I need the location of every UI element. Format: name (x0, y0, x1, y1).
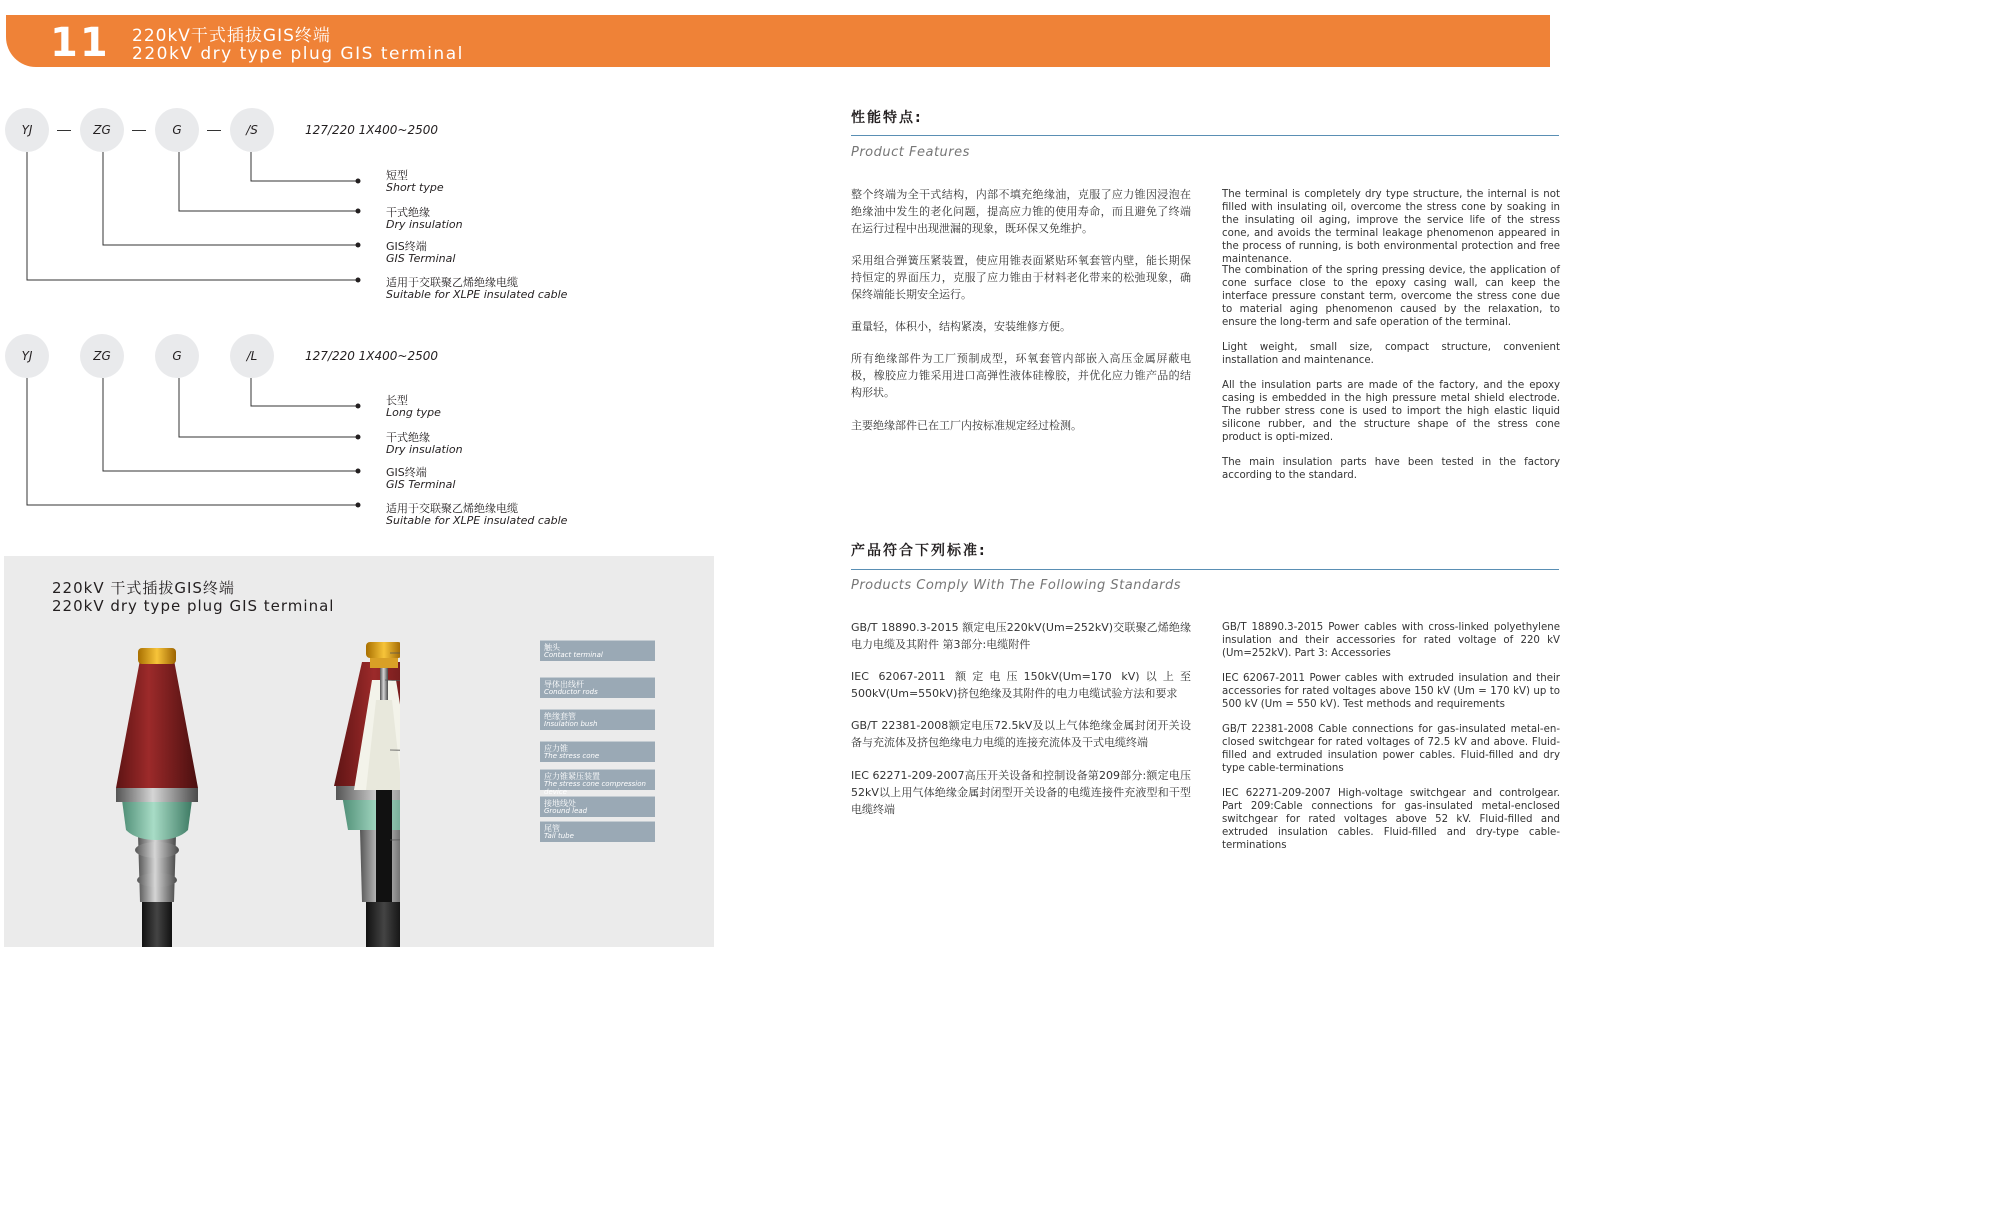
feature-paragraph-en: Light weight, small size, compact structure, convenient installation and maintenance. (1222, 342, 1560, 366)
code-circle-zg: ZG (80, 108, 124, 152)
code-label-en: Suitable for XLPE insulated cable (386, 288, 568, 301)
page-title-en: 220kV dry type plug GIS terminal (132, 44, 464, 64)
panel-title-cn: 220kV 干式插拔GIS终端 (52, 579, 235, 597)
page-title-cn: 220kV干式插拔GIS终端 (132, 26, 331, 46)
code-circle-zg: ZG (80, 334, 124, 378)
feature-paragraph-en: The main insulation parts have been tested in the factory according to the standard. (1222, 457, 1560, 481)
code-label-cn: GIS终端 (386, 240, 427, 253)
part-tag-tail-tube (540, 821, 655, 842)
feature-paragraph-en: All the insulation parts are made of the factory, and the epoxy casing is embedded in the high pressure metal shield electrode. The rubber stress cone is used to import the high elastic liquid silicone rubber, and the structure shape of the stress cone product is opti-mized. (1222, 380, 1560, 443)
part-tag-cn: 应力锥 (544, 744, 568, 753)
code-label-cn: 适用于交联聚乙烯绝缘电缆 (386, 276, 518, 289)
code-circle-l: /L (230, 334, 274, 378)
features-heading: 性能特点: (851, 110, 923, 126)
code-connector-lines (0, 0, 720, 540)
code-label-cn: 适用于交联聚乙烯绝缘电缆 (386, 502, 518, 515)
standard-item-cn: GB/T 22381-2008额定电压72.5kV及以上气体绝缘金属封闭开关设备与充流体及挤包绝缘电力电缆的连接充流体及干式电缆终端 (851, 719, 1191, 749)
feature-paragraph-en: The combination of the spring pressing device, the application of cone surface close to the epoxy casing wall, can keep the interface pressure constant term, overcome the stress cone due to material aging phenomenon caused by the relaxation, to ensure the long-term and safe operation of the terminal. (1222, 265, 1560, 328)
standard-item-en: IEC 62271-209-2007 High-voltage switchgear and controlgear. Part 209:Cable connections for gas-insulated metal-enclosed switchgear for rated voltages above 52 kV. Fluid-filled and extruded insulation cables. Fluid-filled and dry-type cable-terminations (1222, 788, 1560, 851)
code-circle-yj: YJ (5, 334, 49, 378)
part-tag-en: Contact terminal (544, 651, 603, 659)
standard-item-cn: IEC 62067-2011 额定电压150kV(Um=170 kV)以上至500kV(Um=550kV)挤包绝缘及其附件的电力电缆试验方法和要求 (851, 670, 1191, 700)
code-label-en: GIS Terminal (386, 478, 456, 491)
part-tag-cn: 触头 (544, 643, 560, 652)
standards-divider (851, 569, 1559, 570)
code-label-en: Dry insulation (386, 443, 463, 456)
standard-item-cn: GB/T 18890.3-2015 额定电压220kV(Um=252kV)交联聚乙烯绝缘电力电缆及其附件 第3部分:电缆附件 (851, 621, 1191, 651)
feature-paragraph-cn: 所有绝缘部件为工厂预制成型，环氧套管内部嵌入高压金属屏蔽电极，橡胶应力锥采用进口高弹性液体硅橡胶，并优化应力锥产品的结构形状。 (851, 352, 1191, 399)
part-tag-en: Ground lead (544, 807, 588, 815)
feature-paragraph-cn: 重量轻，体积小，结构紧凑，安装维修方便。 (851, 320, 1071, 333)
code-label-cn: 干式绝缘 (386, 206, 430, 219)
code-circle-yj: YJ (5, 108, 49, 152)
code-label-en: GIS Terminal (386, 252, 456, 265)
part-tag-en: Insulation bush (544, 720, 598, 728)
standard-item-en: IEC 62067-2011 Power cables with extruded insulation and their accessories for rated voltages above 150 kV (Um = 170 kV) up to 500 kV (Um = 550 kV). Test methods and requirements (1222, 673, 1560, 710)
code-circle-g: G (155, 108, 199, 152)
part-tag-insulation-bush (540, 709, 655, 730)
part-tag-compression-device (540, 769, 655, 796)
code-dash (132, 130, 146, 131)
code-circle-s: /S (230, 108, 274, 152)
part-tag-stress-cone (540, 741, 655, 762)
terminal-illustration (100, 640, 400, 947)
feature-paragraph-en: The terminal is completely dry type structure, the internal is not filled with insulating oil, overcome the stress cone by soaking in the insulating oil aging, improve the service life of the stress cone, and avoids the terminal leakage phenomenon appeared in the process of running, is both environmental protection and free maintenance. (1222, 189, 1560, 265)
part-tag-cn: 绝缘套管 (544, 712, 576, 721)
code-spec: 127/220 1X400~2500 (305, 349, 439, 363)
code-label-cn: 干式绝缘 (386, 431, 430, 444)
part-tag-cn: 接地线处 (544, 799, 576, 808)
feature-paragraph-cn: 主要绝缘部件已在工厂内按标准规定经过检测。 (851, 419, 1082, 432)
features-subheading: Product Features (851, 145, 970, 160)
terminal-external-view (116, 648, 198, 947)
part-tag-ground-lead (540, 796, 655, 817)
section-number: 11 (50, 20, 110, 66)
part-tag-conductor-rods (540, 677, 655, 698)
features-divider (851, 135, 1559, 136)
code-spec: 127/220 1X400~2500 (305, 123, 439, 137)
code-label-cn: GIS终端 (386, 466, 427, 479)
part-tag-en: The stress cone compression device (544, 780, 646, 796)
code-label-en: Short type (386, 181, 444, 194)
code-dash (207, 130, 221, 131)
standards-heading: 产品符合下列标准: (851, 543, 987, 559)
feature-paragraph-cn: 采用组合弹簧压紧装置，使应用锥表面紧贴环氧套管内壁，能长期保持恒定的界面压力，克服了应力锥由于材料老化带来的松弛现象，确保终端能长期安全运行。 (851, 254, 1191, 301)
code-label-en: Long type (386, 406, 441, 419)
standard-item-cn: IEC 62271-209-2007高压开关设备和控制设备第209部分:额定电压52kV以上用气体绝缘金属封闭型开关设备的电缆连接件充液型和干型电缆终端 (851, 769, 1191, 816)
standards-subheading: Products Comply With The Following Standards (851, 578, 1182, 593)
code-circle-g: G (155, 334, 199, 378)
part-tag-en: Tail tube (544, 832, 574, 840)
code-label-en: Suitable for XLPE insulated cable (386, 514, 568, 527)
standard-item-en: GB/T 22381-2008 Cable connections for gas-insulated metal-en-closed switchgear for rated voltages of 72.5 kV and above. Fluid-filled and extruded insulation power cables. Fluid-filled and dry type cable-terminations (1222, 724, 1560, 774)
standard-item-en: GB/T 18890.3-2015 Power cables with cross-linked polyethylene insulation and their accessories for rated voltage of 220 kV (Um=252kV). Part 3: Accessories (1222, 622, 1560, 659)
code-label-en: Dry insulation (386, 218, 463, 231)
panel-title-en: 220kV dry type plug GIS terminal (52, 597, 335, 615)
part-tag-cn: 导体出线杆 (544, 680, 584, 689)
terminal-cutaway-view (334, 642, 400, 947)
code-dash (57, 130, 71, 131)
part-tag-cn: 尾管 (544, 824, 560, 833)
part-tag-cn: 应力锥紧压装置 (544, 772, 600, 781)
feature-paragraph-cn: 整个终端为全干式结构，内部不填充绝缘油，克服了应力锥因浸泡在绝缘油中发生的老化问题，提高应力锥的使用寿命，而且避免了终端在运行过程中出现泄漏的现象，既环保又免维护。 (851, 188, 1191, 235)
part-tag-en: Conductor rods (544, 688, 598, 696)
part-tag-contact-terminal (540, 640, 655, 661)
part-tag-en: The stress cone (544, 752, 600, 760)
code-label-cn: 长型 (386, 394, 408, 407)
code-label-cn: 短型 (386, 169, 408, 182)
